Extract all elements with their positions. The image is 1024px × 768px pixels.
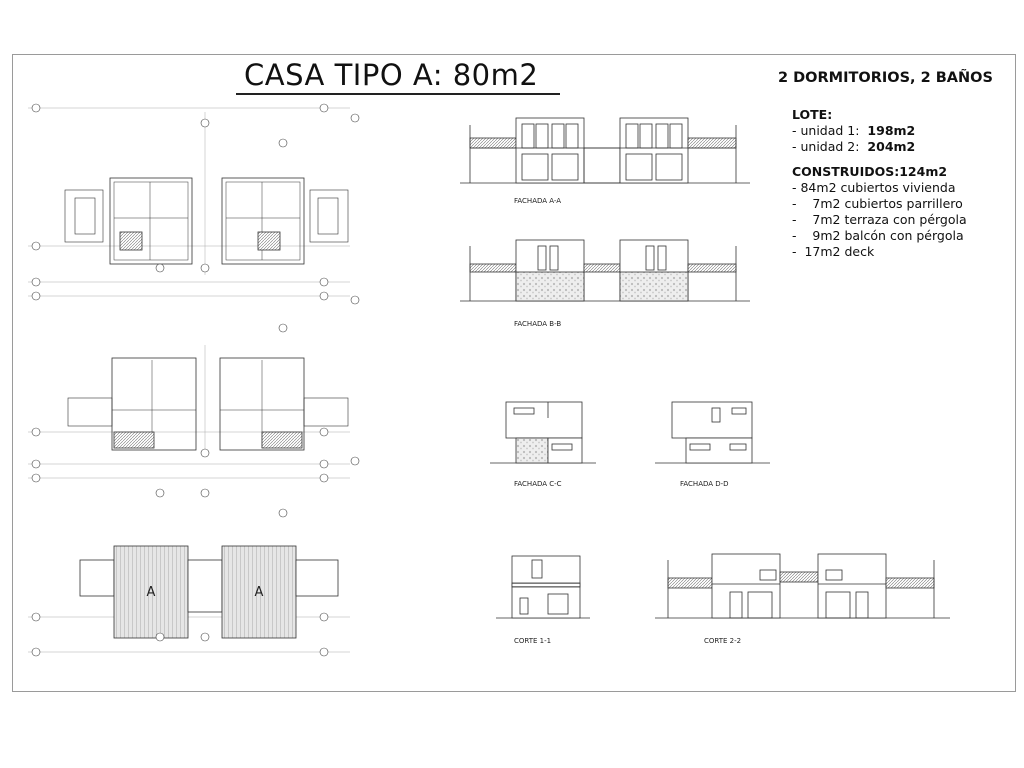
section-corte-11 — [496, 556, 590, 645]
elevation-fachada-bb — [460, 240, 750, 328]
label-fachada-aa: FACHADA A-A — [514, 197, 562, 205]
elevation-fachada-aa — [460, 118, 750, 205]
section-corte-22 — [655, 554, 950, 645]
lote-unit-2: - unidad 2: 204m2 — [792, 139, 916, 154]
elevation-fachada-cc — [490, 402, 596, 488]
construidos-item: - 84m2 cubiertos vivienda — [792, 180, 956, 195]
label-corte-22: CORTE 2-2 — [704, 637, 742, 645]
label-fachada-dd: FACHADA D-D — [680, 480, 729, 488]
page-title: CASA TIPO A: 80m2 — [244, 58, 539, 92]
lote-unit-1: - unidad 1: 198m2 — [792, 123, 916, 138]
plan-ground-floor — [28, 108, 350, 296]
construidos-item: - 7m2 terraza con pérgola — [792, 212, 967, 227]
construidos-item: - 7m2 cubiertos parrillero — [792, 196, 963, 211]
label-corte-11: CORTE 1-1 — [514, 637, 552, 645]
plan-roof — [28, 546, 350, 652]
roof-right-label: A — [254, 585, 264, 600]
construidos-item: - 9m2 balcón con pérgola — [792, 228, 964, 243]
roof-left-label: A — [146, 585, 156, 600]
elevation-fachada-dd — [655, 402, 770, 488]
lote-heading: LOTE: — [792, 107, 833, 122]
program-subtitle: 2 DORMITORIOS, 2 BAÑOS — [778, 70, 993, 86]
plan-upper-floor — [28, 345, 350, 478]
construidos-item: - 17m2 deck — [792, 244, 875, 259]
label-fachada-cc: FACHADA C-C — [514, 480, 562, 488]
construidos-heading: CONSTRUIDOS:124m2 — [792, 164, 948, 179]
label-fachada-bb: FACHADA B-B — [514, 320, 562, 328]
